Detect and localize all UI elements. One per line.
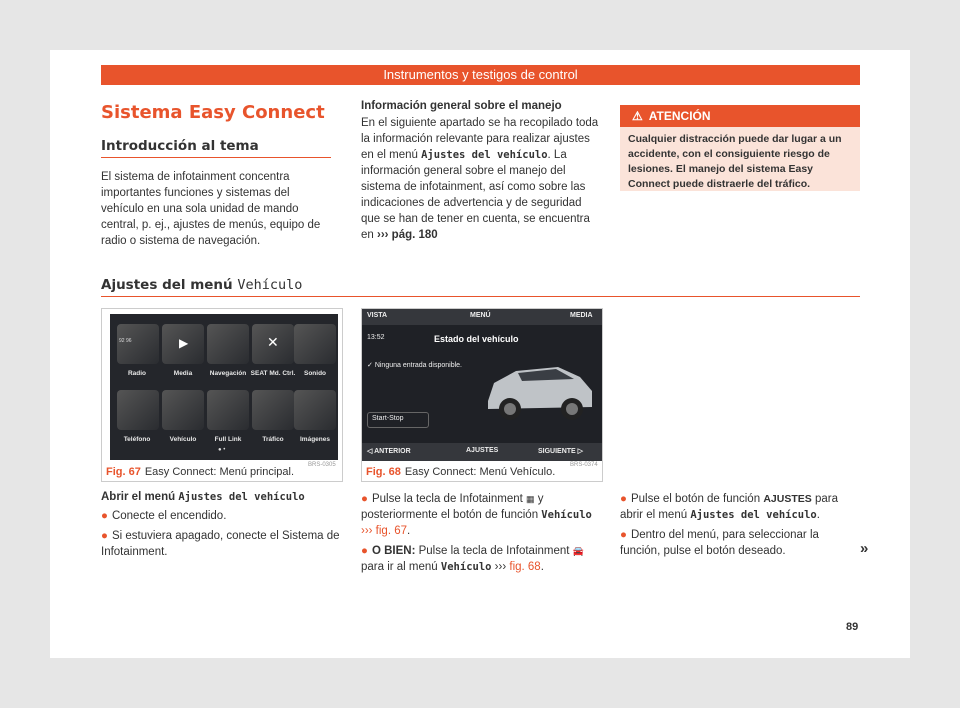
step-item — [620, 527, 860, 559]
menu-button[interactable]: MENÚ — [470, 312, 491, 319]
figure-number: Fig. 67 — [106, 466, 141, 478]
step-text: Si estuviera apagado, conecte el Sistema de Infotainment. — [101, 530, 340, 558]
bullet-icon: ● — [101, 530, 108, 542]
figure-ref-link[interactable]: fig. 68 — [509, 561, 541, 573]
info-title: Información general sobre el manejo — [361, 100, 562, 112]
siguiente-button[interactable] — [538, 447, 583, 455]
clock-time: 13:52 — [367, 334, 385, 341]
figure-68 — [361, 308, 603, 482]
clock-readout: 92 96 — [119, 338, 132, 344]
start-stop-button[interactable] — [367, 412, 429, 428]
media-button[interactable]: MEDIA — [570, 312, 593, 319]
bullet-icon: ● — [361, 545, 368, 557]
car-image — [480, 349, 598, 429]
triangle-left-icon: ◁ — [367, 448, 375, 455]
tile-label-navegacion: Navegación — [209, 370, 247, 377]
main-menu-screen — [110, 314, 338, 460]
continue-mark: » — [860, 540, 869, 557]
step-text: para abrir el menú — [620, 493, 838, 521]
step-item — [101, 508, 343, 524]
tile-label-full-link: Full Link — [214, 436, 242, 443]
info-paragraph — [361, 115, 603, 243]
chapter-header: Instrumentos y testigos de control — [101, 65, 860, 85]
tile-sonido[interactable] — [294, 324, 336, 364]
figure-number: Fig. 68 — [366, 466, 401, 478]
page-number: 89 — [846, 621, 859, 633]
siguiente-label: SIGUIENTE — [538, 448, 576, 455]
section-subtitle: Introducción al tema — [101, 138, 259, 154]
instructions-title — [101, 491, 343, 503]
tile-radio[interactable] — [117, 324, 159, 364]
section-title: Sistema Easy Connect — [101, 102, 325, 123]
info-page-ref[interactable]: ››› pág. 180 — [377, 229, 438, 241]
warning-triangle-icon: ⚠ — [632, 109, 643, 123]
tile-label-vehiculo: Vehículo — [169, 436, 197, 443]
step-text: y posteriormente el botón de función — [361, 493, 544, 521]
tile-imagenes[interactable] — [294, 390, 336, 430]
triangle-right-icon: ▷ — [575, 448, 584, 455]
tile-label-trafico: Tráfico — [262, 436, 284, 443]
tile-label-media: Media — [173, 370, 193, 377]
tile-trafico[interactable] — [252, 390, 294, 430]
figure-67 — [101, 308, 343, 482]
warning-text: Cualquier distracción puede dar lugar a un accidente, con el consiguiente riesgo de lesiones. El manejo del sistema Easy Connect puede distraerle del tráfico. — [628, 133, 842, 190]
bullet-icon: ● — [620, 493, 627, 505]
step-text: Dentro del menú, para seleccionar la función, pulse el botón deseado. — [620, 529, 819, 557]
step-text: Pulse la tecla de Infotainment — [415, 545, 573, 557]
step-text: para ir al menú — [361, 561, 441, 573]
step-mono: AJUSTES — [763, 493, 812, 505]
tile-vehiculo[interactable] — [162, 390, 204, 430]
step-item: ● O BIEN: Pulse la tecla de Infotainment 🚘 para ir al menú Vehículo ››› fig. 68. — [361, 545, 584, 573]
info-menu-name: Ajustes del vehículo — [421, 149, 548, 161]
step-mono: Ajustes del vehículo — [690, 509, 817, 521]
menu-section-title-text: Ajustes del menú — [101, 277, 238, 293]
instructions-title-mono: Ajustes del vehículo — [178, 491, 305, 503]
check-icon: ✓ — [367, 362, 375, 369]
ajustes-button[interactable]: AJUSTES — [466, 447, 499, 454]
info-text-1: En el siguiente apartado se ha recopilado toda la información relevante para realizar ajustes en el menú — [361, 117, 599, 161]
instructions-column-1 — [101, 491, 343, 560]
step-mono: Vehículo — [440, 561, 492, 573]
bullet-icon: ● — [101, 510, 108, 522]
info-text-2: . La información general sobre el manejo del sistema de infotainment, así como sobre las indicaciones de advertencia y de seguridad que se han de tener en cuenta, se encuentra en — [361, 149, 590, 241]
menu-section-title-mono: Vehículo — [237, 277, 303, 293]
tile-label-seat-md-ctrl: SEAT Md. Ctrl. — [250, 370, 296, 377]
intro-paragraph: El sistema de infotainment concentra importantes funciones y sistemas del vehículo en una sola unidad de mando central, p. ej., ajustes de menús, equipo de radio o sistema de navegación. — [101, 171, 321, 247]
status-entry — [367, 361, 462, 369]
start-stop-label: Start-Stop — [372, 415, 404, 422]
tile-label-telefono: Teléfono — [123, 436, 151, 443]
figure-ref-link[interactable]: ››› fig. 67 — [361, 525, 408, 537]
tile-label-imagenes: Imágenes — [300, 436, 330, 443]
warning-box — [620, 105, 860, 191]
figure-caption-text: Easy Connect: Menú Vehículo. — [404, 466, 556, 478]
figure-code: BRS-0305 — [308, 462, 336, 468]
tile-label-sonido: Sonido — [303, 370, 327, 377]
figure-caption-text: Easy Connect: Menú principal. — [144, 466, 295, 478]
screen-title: Estado del vehículo — [434, 334, 519, 344]
vehicle-menu-screen — [362, 309, 602, 461]
tile-label-radio: Radio — [127, 370, 147, 377]
vista-button[interactable]: VISTA — [367, 312, 388, 319]
status-text: Ninguna entrada disponible. — [374, 362, 462, 369]
step-mono: Vehículo — [541, 509, 592, 521]
anterior-label: ANTERIOR — [374, 448, 411, 455]
step-item: ● Pulse el botón de función AJUSTES para abrir el menú Ajustes del vehículo. — [620, 493, 838, 521]
step-text: Pulse el botón de función — [630, 493, 764, 505]
warning-title: ATENCIÓN — [648, 109, 711, 123]
anterior-button[interactable] — [367, 447, 411, 455]
menu-grid-icon: ▦ — [526, 494, 535, 504]
tile-telefono[interactable] — [117, 390, 159, 430]
step-text: Pulse la tecla de Infotainment — [371, 493, 527, 505]
step-arrows: ››› — [491, 561, 510, 573]
figure-caption — [102, 463, 294, 481]
step-emphasis: O BIEN: — [371, 545, 416, 557]
drive-mode-icon: ✕ — [267, 334, 279, 350]
menu-section-rule — [101, 296, 860, 297]
bullet-icon: ● — [620, 529, 627, 541]
warning-header — [620, 105, 860, 127]
instructions-title-text: Abrir el menú — [101, 491, 179, 503]
page-indicator-dots: ● • — [218, 447, 226, 453]
manual-page — [50, 50, 910, 658]
menu-section-title — [101, 277, 302, 293]
tile-full-link[interactable] — [207, 390, 249, 430]
instructions-column-2 — [361, 491, 603, 575]
figure-code: BRS-0374 — [570, 462, 598, 468]
car-icon: 🚘 — [572, 546, 584, 556]
figure-caption — [362, 463, 555, 481]
info-block — [361, 100, 603, 243]
tile-navegacion[interactable] — [207, 324, 249, 364]
bullet-icon: ● — [361, 493, 368, 505]
step-item — [101, 528, 343, 560]
instructions-column-3 — [620, 491, 860, 559]
subtitle-rule — [101, 157, 331, 158]
step-item: ● Pulse la tecla de Infotainment ▦ y posteriormente el botón de función Vehículo ››› fig. 67. — [361, 493, 592, 537]
step-text: Conecte el encendido. — [111, 510, 227, 522]
play-icon: ▶ — [179, 336, 189, 350]
